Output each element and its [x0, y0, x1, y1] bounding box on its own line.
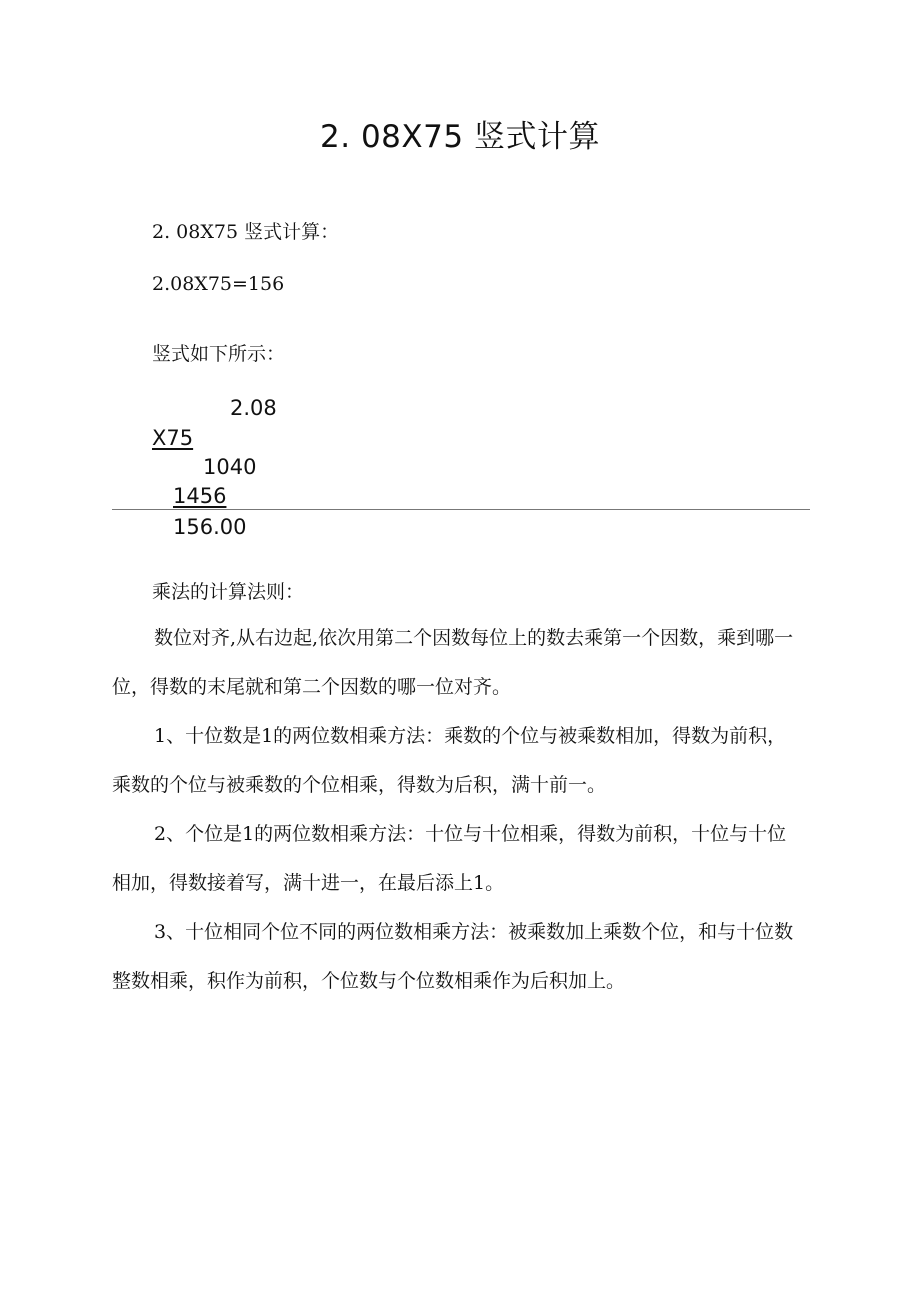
rule-paragraph-2: 2、个位是1的两位数相乘方法：十位与十位相乘，得数为前积，十位与十位相加，得数接着写，满十进一，在最后添上1。 [112, 823, 787, 894]
rule-paragraph-main: 数位对齐,从右边起,依次用第二个因数每位上的数去乘第一个因数，乘到哪一位，得数的末尾就和第二个因数的哪一位对齐。 [112, 627, 794, 698]
result: 156.00 [173, 515, 247, 539]
intro-line: 2. 08X75 竖式计算： [152, 221, 340, 243]
multiplicand: 2.08 [230, 396, 277, 420]
page-title: 2. 08X75 竖式计算 [320, 119, 600, 155]
rule-paragraph-1: 1、十位数是1的两位数相乘方法：乘数的个位与被乘数相加，得数为前积，乘数的个位与被乘数的个位相乘，得数为后积，满十前一。 [112, 725, 787, 796]
equation-line: 2.08X75=156 [152, 273, 285, 295]
vertical-label: 竖式如下所示： [152, 343, 286, 365]
multiplier: X75 [152, 426, 194, 450]
rules-heading: 乘法的计算法则： [152, 581, 305, 603]
horizontal-rule [112, 509, 810, 510]
rule-paragraph-3: 3、十位相同个位不同的两位数相乘方法：被乘数加上乘数个位，和与十位数整数相乘，积作为前积，个位数与个位数相乘作为后积加上。 [112, 921, 794, 992]
partial-product-2: 1456 [173, 484, 227, 508]
partial-product-1: 1040 [203, 455, 257, 479]
